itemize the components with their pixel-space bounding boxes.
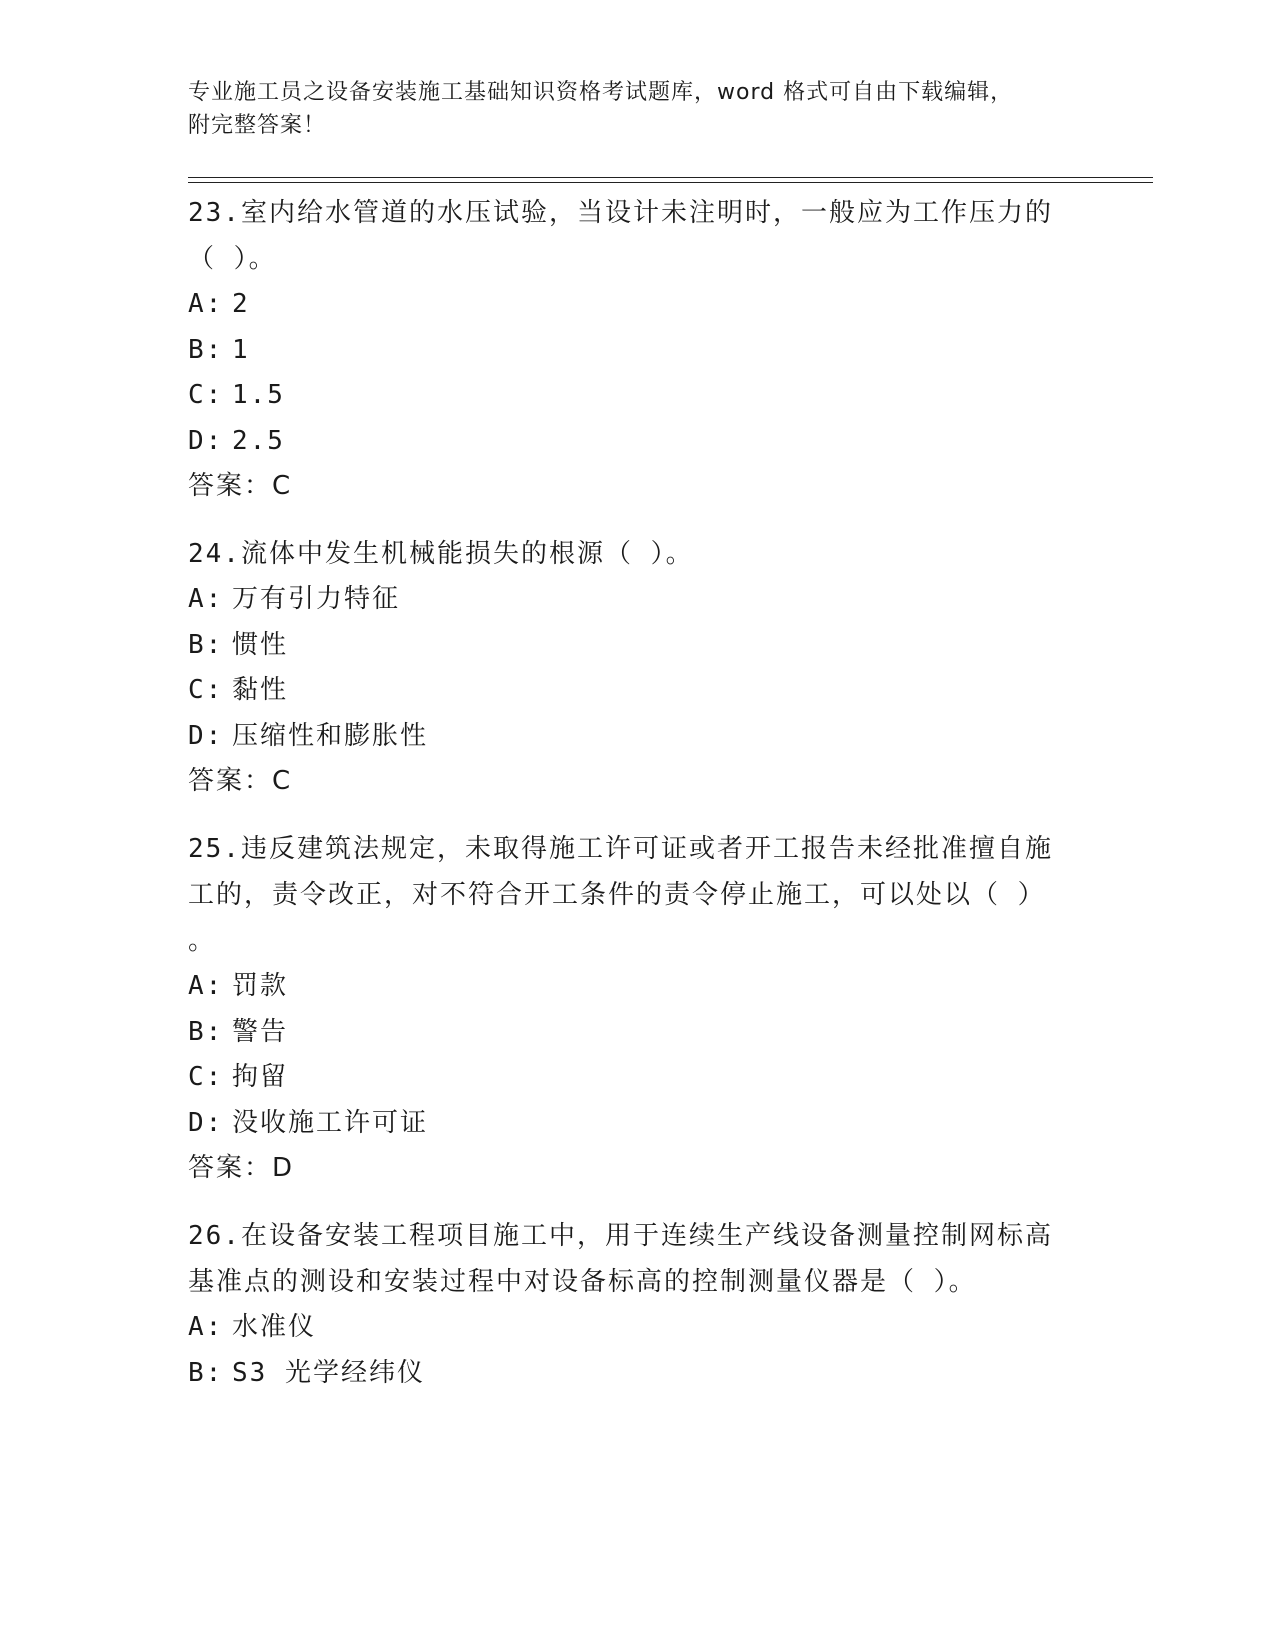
option-text: 黏性 — [232, 675, 289, 705]
question-24 — [188, 531, 1088, 803]
stem-line: 26.在设备安装工程项目施工中，用于连续生产线设备测量控制网标高 — [188, 1221, 1053, 1251]
document-header — [188, 76, 1088, 142]
option-key: A: — [188, 1312, 224, 1342]
option-text: 水准仪 — [232, 1312, 317, 1342]
header-line-1: 专业施工员之设备安装施工基础知识资格考试题库，word 格式可自由下载编辑， — [188, 80, 1014, 105]
option-a — [188, 1305, 1088, 1351]
option-d — [188, 419, 1088, 465]
option-key: A: — [188, 584, 224, 614]
option-a — [188, 577, 1088, 623]
header-line-2: 附完整答案！ — [188, 113, 327, 138]
option-text: 万有引力特征 — [232, 584, 401, 614]
option-c — [188, 1055, 1088, 1101]
option-b — [188, 1351, 1088, 1397]
answer-line: 答案：C — [188, 471, 293, 501]
question-stem — [188, 531, 1088, 577]
question-list — [188, 190, 1088, 1419]
option-key: C: — [188, 380, 224, 410]
option-text: S3 光学经纬仪 — [232, 1357, 425, 1388]
option-a — [188, 964, 1088, 1010]
option-text: 压缩性和膨胀性 — [232, 720, 429, 751]
option-key: A: — [188, 289, 224, 319]
stem-line: 。 — [188, 926, 217, 956]
stem-line: 23.室内给水管道的水压试验，当设计未注明时，一般应为工作压力的 — [188, 198, 1053, 228]
option-key: D: — [188, 425, 224, 456]
option-key: B: — [188, 1357, 224, 1388]
stem-line: 工的，责令改正，对不符合开工条件的责令停止施工，可以处以（ ） — [188, 880, 1046, 910]
option-b — [188, 623, 1088, 669]
stem-line: 24.流体中发生机械能损失的根源（ ）。 — [188, 539, 694, 569]
option-d — [188, 1101, 1088, 1147]
option-text: 1 — [232, 334, 250, 365]
option-d — [188, 714, 1088, 760]
option-c — [188, 668, 1088, 714]
option-text: 2.5 — [232, 425, 285, 456]
option-b — [188, 1010, 1088, 1056]
option-key: B: — [188, 629, 224, 660]
question-stem — [188, 826, 1088, 964]
option-key: B: — [188, 1016, 224, 1047]
question-23 — [188, 190, 1088, 508]
answer-line: 答案：D — [188, 1153, 295, 1183]
option-text: 警告 — [232, 1016, 289, 1047]
header-rule-top — [188, 177, 1153, 178]
option-key: C: — [188, 675, 224, 705]
option-key: D: — [188, 720, 224, 751]
option-text: 1.5 — [232, 380, 285, 410]
stem-line: 25.违反建筑法规定，未取得施工许可证或者开工报告未经批准擅自施 — [188, 834, 1053, 864]
option-c — [188, 373, 1088, 419]
option-key: C: — [188, 1062, 224, 1092]
header-rule-bottom — [188, 182, 1153, 183]
option-a — [188, 282, 1088, 328]
option-text: 2 — [232, 289, 250, 319]
option-text: 罚款 — [232, 971, 289, 1001]
question-stem — [188, 190, 1088, 282]
question-25 — [188, 826, 1088, 1190]
answer-line: 答案：C — [188, 766, 293, 796]
question-26 — [188, 1213, 1088, 1396]
option-b — [188, 328, 1088, 374]
option-text: 拘留 — [232, 1062, 289, 1092]
option-key: D: — [188, 1107, 224, 1138]
stem-line: （ ）。 — [188, 244, 277, 274]
option-text: 没收施工许可证 — [232, 1107, 429, 1138]
stem-line: 基准点的测设和安装过程中对设备标高的控制测量仪器是（ ）。 — [188, 1267, 977, 1297]
option-text: 惯性 — [232, 629, 289, 660]
option-key: B: — [188, 334, 224, 365]
option-key: A: — [188, 971, 224, 1001]
question-stem — [188, 1213, 1088, 1305]
